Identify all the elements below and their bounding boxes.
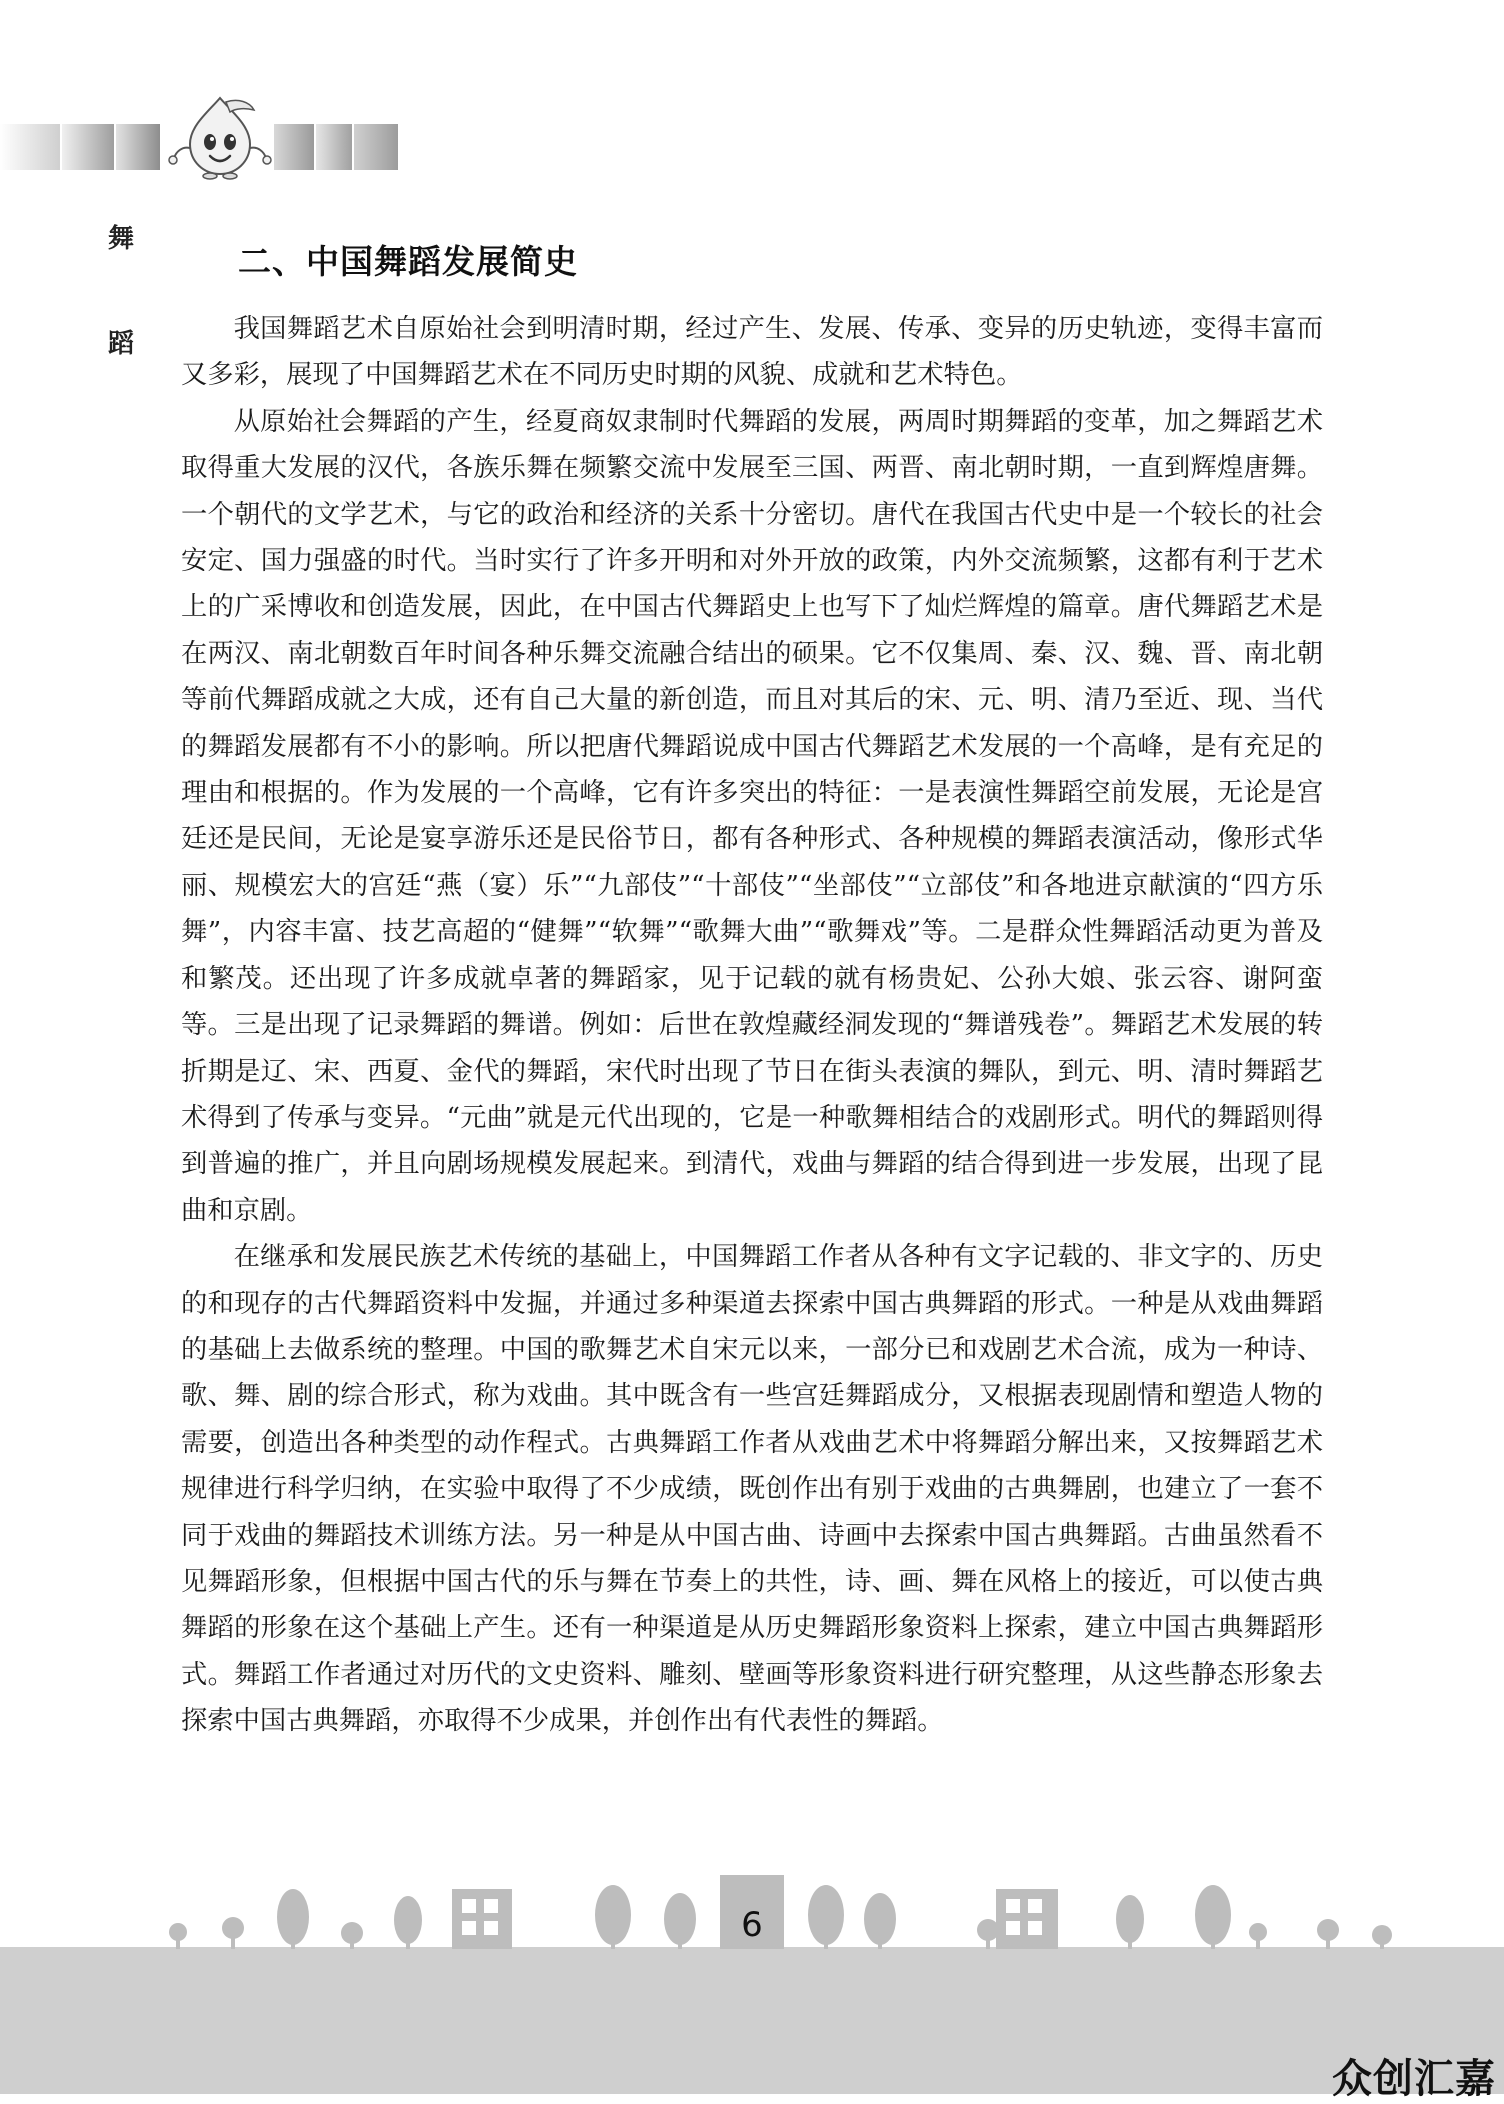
header-band-segment: [316, 124, 352, 170]
body-text: [181, 306, 1323, 1745]
paragraph: 从原始社会舞蹈的产生，经夏商奴隶制时代舞蹈的发展，两周时期舞蹈的变革，加之舞蹈艺术取得重大发展的汉代，各族乐舞在频繁交流中发展至三国、两晋、南北朝时期，一直到辉煌唐舞。一个朝代的文学艺术，与它的政治和经济的关系十分密切。唐代在我国古代史中是一个较长的社会安定、国力强盛的时代。当时实行了许多开明和对外开放的政策，内外交流频繁，这都有利于艺术上的广采博收和创造发展，因此，在中国古代舞蹈史上也写下了灿烂辉煌的篇章。唐代舞蹈艺术是在两汉、南北朝数百年时间各种乐舞交流融合结出的硕果。它不仅集周、秦、汉、魏、晋、南北朝等前代舞蹈成就之大成，还有自己大量的新创造，而且对其后的宋、元、明、清乃至近、现、当代的舞蹈发展都有不小的影响。所以把唐代舞蹈说成中国古代舞蹈艺术发展的一个高峰，是有充足的理由和根据的。作为发展的一个高峰，它有许多突出的特征：一是表演性舞蹈空前发展，无论是宫廷还是民间，无论是宴享游乐还是民俗节日，都有各种形式、各种规模的舞蹈表演活动，像形式华丽、规模宏大的宫廷“燕（宴）乐”“九部伎”“十部伎”“坐部伎”“立部伎”和各地进京献演的“四方乐舞”，内容丰富、技艺高超的“健舞”“软舞”“歌舞大曲”“歌舞戏”等。二是群众性舞蹈活动更为普及和繁茂。还出现了许多成就卓著的舞蹈家，见于记载的就有杨贵妃、公孙大娘、张云容、谢阿蛮等。三是出现了记录舞蹈的舞谱。例如：后世在敦煌藏经洞发现的“舞谱残卷”。舞蹈艺术发展的转折期是辽、宋、西夏、金代的舞蹈，宋代时出现了节日在街头表演的舞队，到元、明、清时舞蹈艺术得到了传承与变异。“元曲”就是元代出现的，它是一种歌舞相结合的戏剧形式。明代的舞蹈则得到普遍的推广，并且向剧场规模发展起来。到清代，戏曲与舞蹈的结合得到进一步发展，出现了昆曲和京剧。: [181, 406, 1323, 1226]
smiling-water-drop-mascot-icon: [160, 92, 280, 180]
header-band-segment: [62, 124, 114, 170]
paragraph: 在继承和发展民族艺术传统的基础上，中国舞蹈工作者从各种有文字记载的、非文字的、历史的和现存的古代舞蹈资料中发掘，并通过多种渠道去探索中国古典舞蹈的形式。一种是从戏曲舞蹈的基础上去做系统的整理。中国的歌舞艺术自宋元以来，一部分已和戏剧艺术合流，成为一种诗、歌、舞、剧的综合形式，称为戏曲。其中既含有一些宫廷舞蹈成分，又根据表现剧情和塑造人物的需要，创造出各种类型的动作程式。古典舞蹈工作者从戏曲艺术中将舞蹈分解出来，又按舞蹈艺术规律进行科学归纳，在实验中取得了不少成绩，既创作出有别于戏曲的古典舞剧，也建立了一套不同于戏曲的舞蹈技术训练方法。另一种是从中国古曲、诗画中去探索中国古典舞蹈。古曲虽然看不见舞蹈形象，但根据中国古代的乐与舞在节奏上的共性，诗、画、舞在风格上的接近，可以使古典舞蹈的形象在这个基础上产生。还有一种渠道是从历史舞蹈形象资料上探索，建立中国古典舞蹈形式。舞蹈工作者通过对历代的文史资料、雕刻、壁画等形象资料进行研究整理，从这些静态形象去探索中国古典舞蹈，亦取得不少成果，并创作出有代表性的舞蹈。: [181, 1242, 1323, 1737]
section-title: 二、中国舞蹈发展简史: [238, 242, 578, 281]
header-band-segment: [116, 124, 160, 170]
header-band-segment: [354, 124, 398, 170]
paragraph: 我国舞蹈艺术自原始社会到明清时期，经过产生、发展、传承、变异的历史轨迹，变得丰富而又多彩，展现了中国舞蹈艺术在不同历史时期的风貌、成就和艺术特色。: [181, 314, 1323, 391]
header-band-segment: [0, 124, 60, 170]
side-label-char: 舞: [108, 224, 135, 254]
side-label-char: 蹈: [108, 329, 135, 359]
watermark-text: 众创汇嘉: [1332, 2056, 1496, 2102]
page-number: 6: [741, 1905, 763, 1945]
header-band-segment: [274, 124, 314, 170]
